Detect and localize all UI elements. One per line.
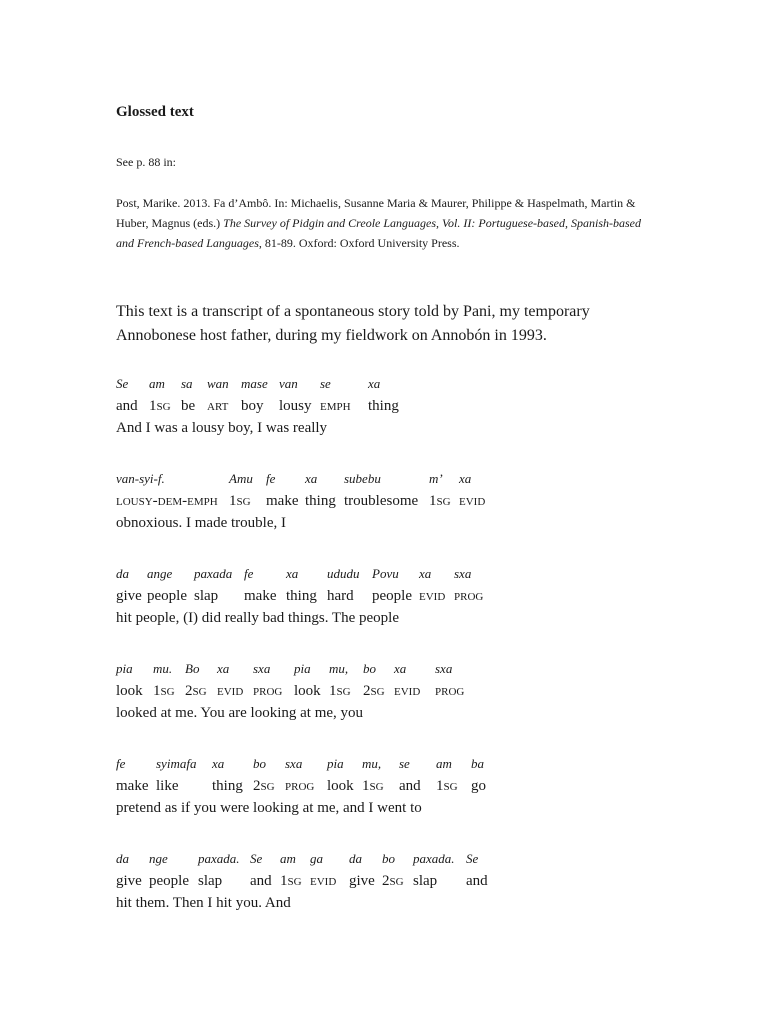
gloss-word: thing (368, 397, 399, 414)
gloss-word: 1sg (329, 682, 351, 699)
gloss-word: 1sg (229, 492, 251, 509)
reference-book-title: The Survey of Pidgin and Creole Languages, Vol. II: Portuguese-based, Spanish-based and French-based Languages (116, 216, 642, 250)
gloss-line (116, 872, 488, 896)
source-word: bo (382, 851, 395, 866)
gloss-word: give (349, 872, 375, 889)
source-line (116, 848, 479, 872)
source-word: sxa (454, 566, 472, 581)
gloss-word: evid (217, 682, 244, 699)
source-word: xa (217, 661, 230, 676)
source-word: am (149, 376, 165, 391)
gloss-line (116, 492, 486, 516)
reference-publisher: , 81-89. Oxford: Oxford University Press. (258, 236, 460, 250)
gloss-word: 2sg (382, 872, 404, 889)
source-word: xa (212, 756, 225, 771)
source-word: Bo (185, 661, 200, 676)
section-heading: Glossed text (116, 104, 194, 120)
source-line (116, 563, 472, 587)
gloss-word: 2sg (363, 682, 385, 699)
gloss-word: hard (327, 587, 354, 604)
gloss-word: slap (413, 872, 438, 889)
free-translation: obnoxious. I made trouble, I (116, 515, 286, 531)
free-translation: looked at me. You are looking at me, you (116, 705, 364, 721)
source-word: am (436, 756, 452, 771)
gloss-line (116, 587, 484, 611)
source-word: mase (241, 376, 268, 391)
gloss-word: lousy (279, 397, 312, 414)
source-word: ange (147, 566, 173, 581)
source-word: xa (286, 566, 299, 581)
source-word: nge (149, 851, 168, 866)
source-word: Se (116, 376, 129, 391)
gloss-word: evid (419, 587, 446, 604)
gloss-word: be (181, 397, 196, 414)
gloss-word: boy (241, 397, 264, 414)
source-word: Se (250, 851, 263, 866)
gloss-word: 2sg (185, 682, 207, 699)
page-reference-note: See p. 88 in: (116, 155, 176, 169)
source-line (116, 658, 453, 682)
source-word: mu, (329, 661, 349, 676)
source-line (116, 468, 472, 492)
source-word: da (349, 851, 362, 866)
source-word: ga (310, 851, 323, 866)
free-translation: hit people, (I) did really bad things. The people (116, 610, 399, 626)
gloss-word: slap (198, 872, 223, 889)
source-line (116, 753, 484, 777)
interlinear-example-4 (116, 658, 465, 729)
source-word: fe (266, 471, 276, 486)
gloss-word: look (327, 777, 354, 794)
gloss-word: thing (305, 492, 336, 509)
free-translation: And I was a lousy boy, I was really (116, 420, 328, 436)
gloss-word: thing (286, 587, 317, 604)
gloss-word: slap (194, 587, 219, 604)
source-word: subebu (344, 471, 381, 486)
source-word: Amu (229, 471, 253, 486)
gloss-word: and (250, 872, 272, 889)
source-word: xa (419, 566, 432, 581)
source-word: se (399, 756, 410, 771)
source-word: sxa (285, 756, 303, 771)
source-word: se (320, 376, 331, 391)
interlinear-example-5 (116, 753, 486, 824)
gloss-word: evid (459, 492, 486, 509)
interlinear-example-2 (116, 468, 486, 539)
source-word: xa (368, 376, 381, 391)
source-word: bo (253, 756, 266, 771)
gloss-word: art (207, 397, 229, 414)
gloss-word: troublesome (344, 492, 419, 509)
gloss-word: and (466, 872, 488, 889)
gloss-word: and (399, 777, 421, 794)
gloss-word: thing (212, 777, 243, 794)
gloss-line (116, 777, 486, 801)
intro-paragraph: This text is a transcript of a spontaneous story told by Pani, my temporary Annobonese host father, during my fieldwork on Annobón in 1993. (116, 303, 590, 344)
gloss-word: give (116, 872, 142, 889)
interlinear-example-6 (116, 848, 488, 919)
source-word: pia (116, 661, 133, 676)
free-translation: hit them. Then I hit you. And (116, 895, 291, 911)
source-word: bo (363, 661, 376, 676)
source-line (116, 373, 381, 397)
gloss-word: like (156, 777, 179, 794)
source-word: da (116, 566, 129, 581)
gloss-word: make (266, 492, 299, 509)
gloss-word: evid (394, 682, 421, 699)
source-word: ududu (327, 566, 360, 581)
source-word: sxa (253, 661, 271, 676)
source-word: xa (459, 471, 472, 486)
source-word: fe (244, 566, 254, 581)
gloss-word: lousy-dem-emph (116, 492, 218, 509)
source-word: mu, (362, 756, 382, 771)
gloss-word: people (149, 872, 189, 889)
source-word: Povu (372, 566, 399, 581)
gloss-word: 2sg (253, 777, 275, 794)
free-translation: pretend as if you were looking at me, and I went to (116, 800, 422, 816)
gloss-line (116, 397, 399, 421)
gloss-word: prog (435, 682, 465, 699)
source-word: syimafa (156, 756, 197, 771)
gloss-word: 1sg (153, 682, 175, 699)
source-word: pia (327, 756, 344, 771)
bibliographic-reference (116, 193, 656, 253)
gloss-word: emph (320, 397, 351, 414)
source-word: xa (394, 661, 407, 676)
reference-authors: Post, Marike. 2013. Fa d’Ambô. In: Michaelis, Susanne Maria & Maurer, Philippe & Haspelmath, Martin & Huber, Magnus (eds.) (116, 196, 636, 230)
source-word: paxada. (413, 851, 455, 866)
source-word: pia (294, 661, 311, 676)
source-word: sa (181, 376, 193, 391)
gloss-word: give (116, 587, 142, 604)
source-word: van (279, 376, 298, 391)
source-word: paxada (194, 566, 233, 581)
gloss-word: 1sg (149, 397, 171, 414)
gloss-word: make (244, 587, 277, 604)
gloss-word: look (294, 682, 321, 699)
interlinear-example-1 (116, 373, 399, 444)
gloss-word: make (116, 777, 149, 794)
interlinear-example-3 (116, 563, 484, 634)
source-word: xa (305, 471, 318, 486)
source-word: van-syi-f. (116, 471, 165, 486)
gloss-word: and (116, 397, 138, 414)
gloss-line (116, 682, 465, 706)
source-word: sxa (435, 661, 453, 676)
gloss-word: go (471, 777, 486, 794)
gloss-word: 1sg (280, 872, 302, 889)
source-word: wan (207, 376, 229, 391)
source-word: fe (116, 756, 126, 771)
source-word: mu. (153, 661, 173, 676)
gloss-word: 1sg (429, 492, 451, 509)
gloss-word: 1sg (362, 777, 384, 794)
source-word: m’ (429, 471, 443, 486)
gloss-word: people (147, 587, 187, 604)
gloss-word: prog (454, 587, 484, 604)
gloss-word: evid (310, 872, 337, 889)
gloss-word: people (372, 587, 412, 604)
source-word: ba (471, 756, 484, 771)
source-word: da (116, 851, 129, 866)
source-word: am (280, 851, 296, 866)
gloss-word: look (116, 682, 143, 699)
source-word: paxada. (198, 851, 240, 866)
gloss-word: prog (285, 777, 315, 794)
gloss-word: prog (253, 682, 283, 699)
gloss-word: 1sg (436, 777, 458, 794)
source-word: Se (466, 851, 479, 866)
